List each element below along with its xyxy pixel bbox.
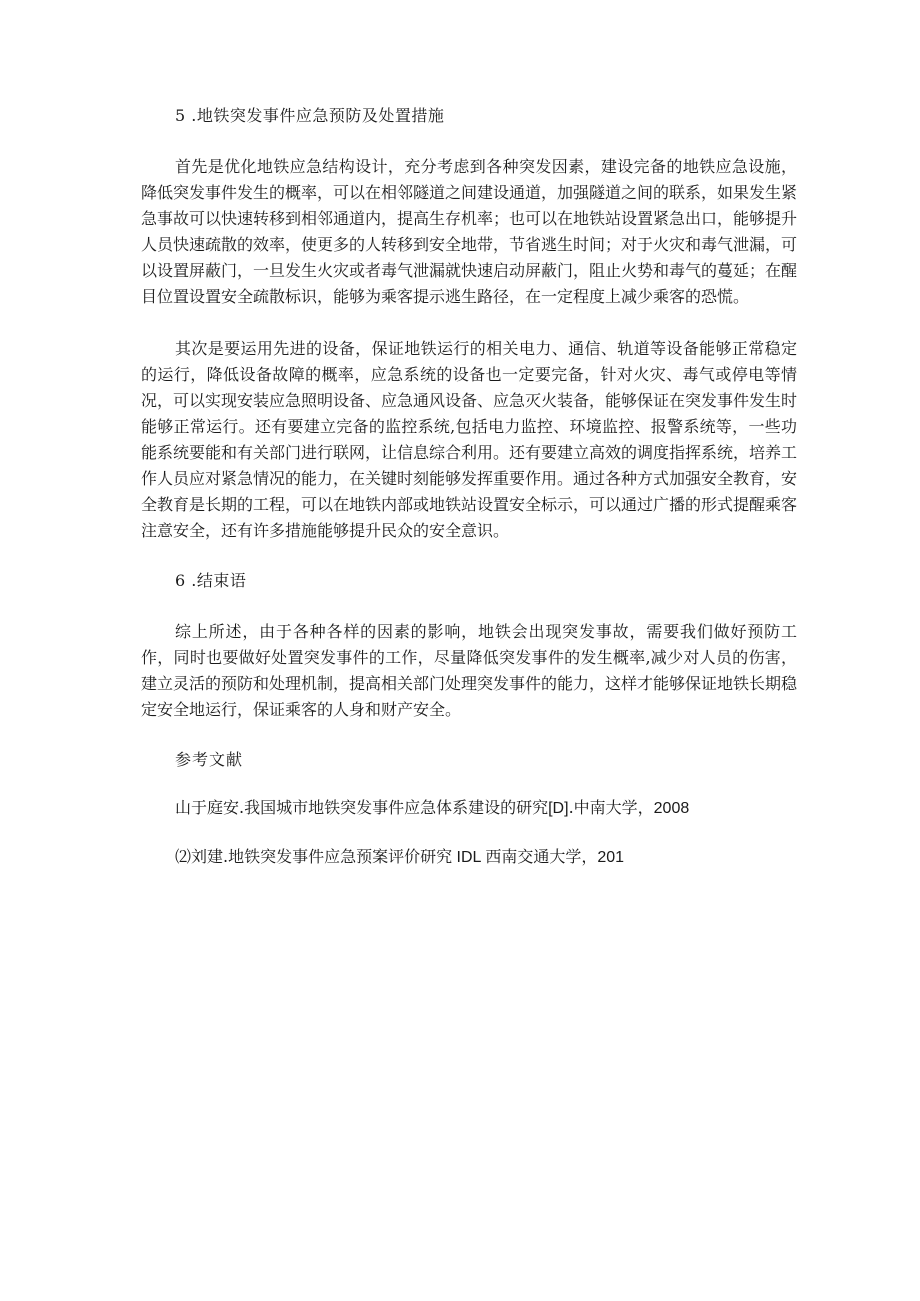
reference-1-source: .中南大学， (568, 798, 654, 817)
reference-2-source: 西南交通大学， (485, 847, 598, 866)
document-page (141, 104, 797, 894)
reference-2-body: 地铁突发事件应急预案评价研究 (228, 847, 453, 866)
references-title: 参考文献 (175, 750, 244, 769)
reference-item-2 (175, 845, 797, 870)
reference-2-year: 201 (597, 849, 625, 866)
section-6-paragraph-1: 综上所述，由于各种各样的因素的影响，地铁会出现突发事故，需要我们做好预防工作，同时也要做好处置突发事件的工作，尽量降低突发事件的发生概率,减少对人员的伤害，建立灵活的预防和处理机制，提高相关部门处理突发事件的能力，这样才能够保证地铁长期稳定安全地运行，保证乘客的人身和财产安全。 (141, 622, 798, 719)
reference-2-tag: IDL (452, 849, 486, 866)
reference-1-body: 我国城市地铁突发事件应急体系建设的研究 (244, 798, 549, 817)
reference-2-prefix: ⑵刘建. (175, 847, 229, 866)
reference-1-tag: [D] (548, 800, 569, 817)
section-5-paragraph-2: 其次是要运用先进的设备，保证地铁运行的相关电力、通信、轨道等设备能够正常稳定的运行，降低设备故障的概率，应急系统的设备也一定要完备，针对火灾、毒气或停电等情况，可以实现安装应急照明设备、应急通风设备、应急灭火装备，能够保证在突发事件发生时能够正常运行。还有要建立完备的监控系统,包括电力监控、环境监控、报警系统等，一些功能系统要能和有关部门进行联网，让信息综合利用。还有要建立高效的调度指挥系统，培养工作人员应对紧急情况的能力，在关键时刻能够发挥重要作用。通过各种方式加强安全教育，安全教育是长期的工程，可以在地铁内部或地铁站设置安全标示，可以通过广播的形式提醒乘客注意安全，还有许多措施能够提升民众的安全意识。 (141, 339, 798, 540)
reference-1-prefix: 山于庭安. (175, 798, 245, 817)
section-5-heading: 5 .地铁突发事件应急预防及处置措施 (175, 106, 445, 125)
section-5-paragraph-1: 首先是优化地铁应急结构设计，充分考虑到各种突发因素，建设完备的地铁应急设施，降低突发事件发生的概率，可以在相邻隧道之间建设通道，加强隧道之间的联系，如果发生紧急事故可以快速转移到相邻通道内，提高生存机率；也可以在地铁站设置紧急出口，能够提升人员快速疏散的效率，使更多的人转移到安全地带，节省逃生时间；对于火灾和毒气泄漏，可以设置屏蔽门，一旦发生火灾或者毒气泄漏就快速启动屏蔽门，阻止火势和毒气的蔓延；在醒目位置设置安全疏散标识，能够为乘客提示逃生路径，在一定程度上减少乘客的恐慌。 (141, 157, 798, 306)
reference-1-year: 2008 (653, 800, 690, 817)
section-6-heading: 6 .结束语 (175, 571, 247, 590)
reference-item-1 (175, 796, 797, 821)
